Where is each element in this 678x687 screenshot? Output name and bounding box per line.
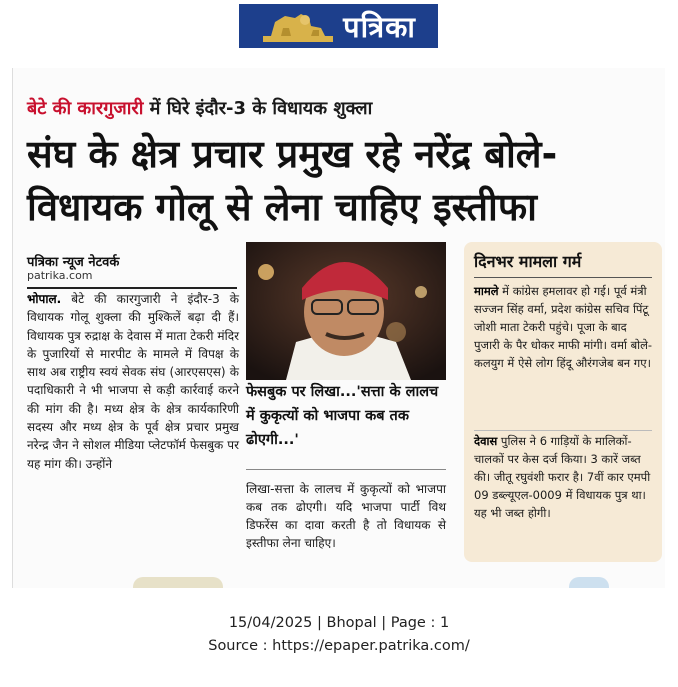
edition-info: 15/04/2025 | Bhopal | Page : 1 bbox=[228, 615, 450, 631]
headline-line-2: विधायक गोलू से लेना चाहिए इस्तीफा bbox=[27, 185, 538, 229]
kicker bbox=[27, 96, 372, 120]
sidebar-lead-2: देवास bbox=[474, 434, 498, 448]
sidebar-paragraph-1 bbox=[474, 282, 656, 372]
sidebar-divider bbox=[474, 277, 652, 278]
sidebar-paragraph-2 bbox=[474, 432, 656, 522]
sidebar-title: दिनभर मामला गर्म bbox=[474, 252, 582, 271]
sidebar-text-2: पुलिस ने 6 गाड़ियों के मालिकों-चालकों पर केस दर्ज किया। 3 कारें जब्त की। जीतू रघुवंशी फरार है। 7वीं कार एमपी 09 डब्ल्यूएल-0009 में विधायक पुत्र था। यह भी जब्त होगी। bbox=[474, 434, 651, 520]
masthead bbox=[239, 4, 438, 48]
dateline: भोपाल. bbox=[27, 292, 62, 306]
divider bbox=[27, 287, 237, 289]
next-story-fragment bbox=[569, 577, 609, 588]
article-body-column-2: लिखा-सत्ता के लालच में कुकृत्यों को भाजपा कब तक ढोएगी। यदि भाजपा पार्टी विथ डिफरेंस का दावा करती है तो विधायक से इस्तीफा लेना चाहिए। bbox=[246, 482, 446, 550]
photo bbox=[246, 242, 446, 380]
sidebar-box bbox=[464, 242, 662, 562]
body-text-1: बेटे की कारगुजारी ने इंदौर-3 के विधायक गोलू शुक्ला की मुश्किलें बढ़ा दी हैं। विधायक पुत्र रुद्राक्ष के देवास में माता टेकरी मंदिर के पुजारियों से मारपीट के मामले में विपक्ष के साथ अब राष्ट्रीय स्वयं सेवक संघ (आरएसएस) के पदाधिकारी ने भी भाजपा से कड़ी कार्रवाई करने की मांग की है। मध्य क्षेत्र के क्षेत्र कार्यकारिणी सदस्य और मध्य क्षेत्र के पूर्व क्षेत्र प्रचार प्रमुख नरेन्द्र जैन ने सोशल मीडिया प्लेटफॉर्म फेसबुक पर यह मांग की। उन्होंने bbox=[27, 292, 239, 471]
brand-name: पत्रिका bbox=[343, 9, 416, 44]
website: patrika.com bbox=[27, 269, 93, 282]
kicker-text: में घिरे इंदौर-3 के विधायक शुक्ला bbox=[143, 98, 373, 119]
article-body-column-1 bbox=[27, 290, 239, 473]
sidebar-text-1: में कांग्रेस हमलावर हो गई। पूर्व मंत्री सज्जन सिंह वर्मा, प्रदेश कांग्रेस सचिव पिंटू जोशी माता टेकरी पहुंचे। पूजा के बाद पुजारी के पैर धोकर माफी मांगी। वर्मा बोले-कलयुग में ऐसे लोग हिंदू औरंगजेब बन गए। bbox=[474, 284, 653, 370]
headline-line-1: संघ के क्षेत्र प्रचार प्रमुख रहे नरेंद्र बोले- bbox=[27, 132, 558, 176]
headline bbox=[27, 128, 557, 234]
lion-logo-icon bbox=[261, 8, 335, 44]
news-source: पत्रिका न्यूज नेटवर्क bbox=[27, 255, 120, 270]
next-story-fragment bbox=[133, 577, 223, 588]
caption-divider bbox=[246, 469, 446, 470]
portrait-image bbox=[246, 242, 446, 380]
sidebar-lead-1: मामले bbox=[474, 284, 499, 298]
photo-caption: फेसबुक पर लिखा...'सत्ता के लालच में कुकृत्यों को भाजपा कब तक ढोएगी...' bbox=[246, 384, 439, 448]
kicker-highlight: बेटे की कारगुजारी bbox=[27, 98, 144, 119]
sidebar-divider-2 bbox=[474, 430, 652, 431]
source-link: Source : https://epaper.patrika.com/ bbox=[208, 638, 470, 654]
newspaper-clipping bbox=[12, 68, 665, 588]
